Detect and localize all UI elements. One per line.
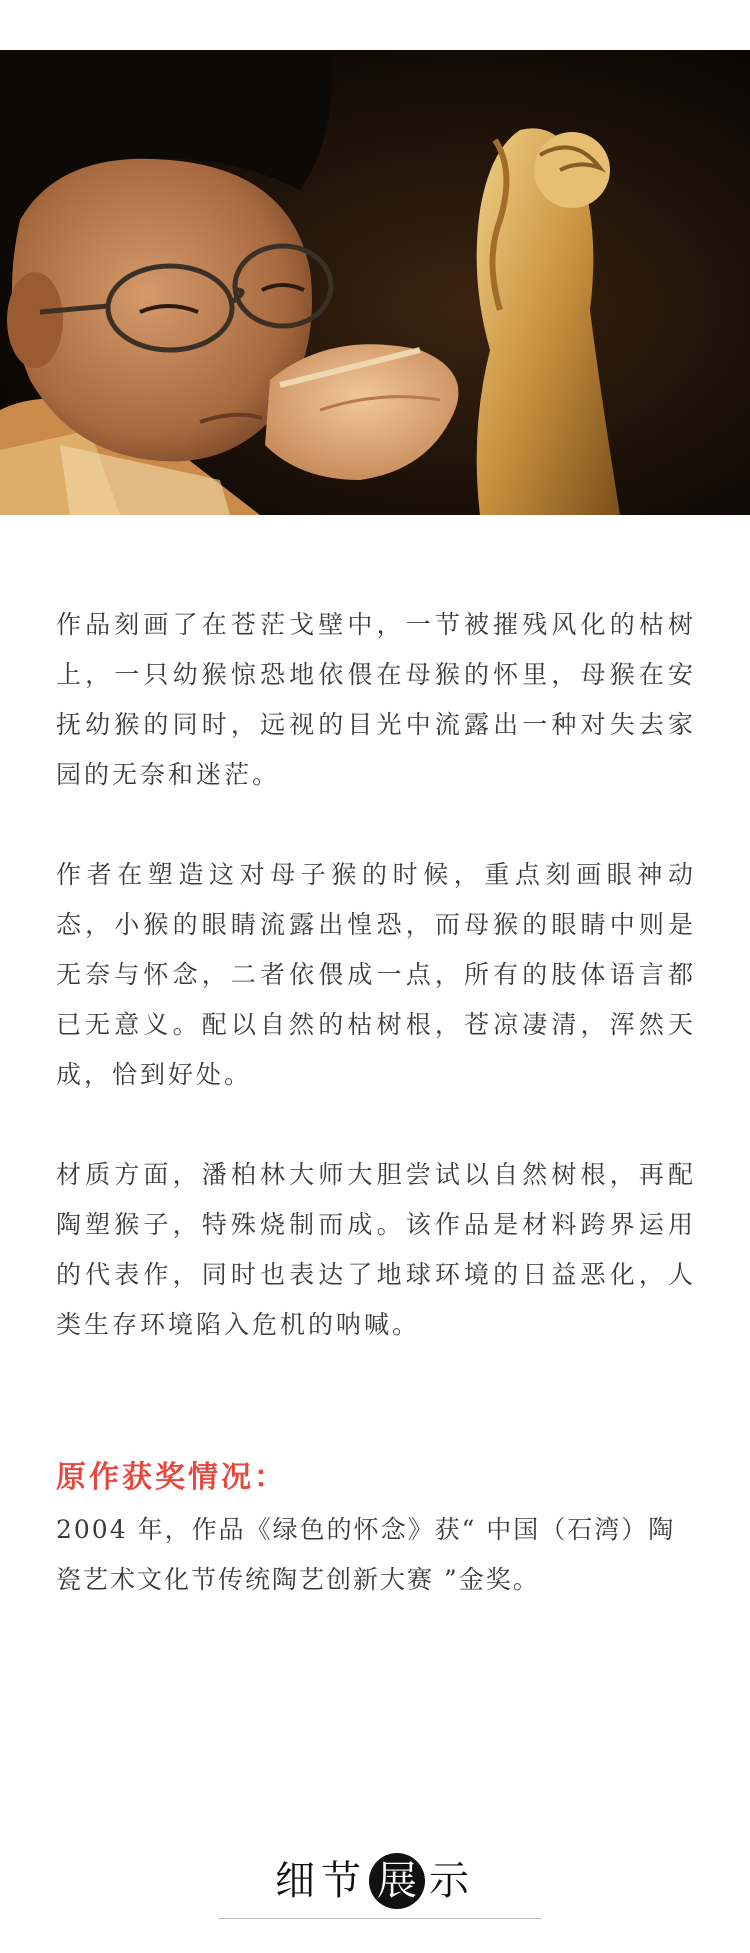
article-body (56, 600, 696, 1400)
hero-photo (0, 50, 750, 515)
award-title: 原作获奖情况： (56, 1460, 287, 1495)
detail-heading (0, 1848, 750, 1911)
detail-heading-char: 细 (275, 1858, 321, 1904)
detail-heading-circled-char: 展 (369, 1853, 425, 1909)
award-text: 2004 年，作品《绿色的怀念》获“ 中国（石湾）陶瓷艺术文化节传统陶艺创新大赛 ”金奖。 (56, 1515, 676, 1594)
paragraph-3: 材质方面，潘柏林大师大胆尝试以自然树根，再配陶塑猴子，特殊烧制而成。该作品是材料跨界运用的代表作，同时也表达了地球环境的日益恶化，人类生存环境陷入危机的呐喊。 (56, 1160, 696, 1339)
detail-heading-char: 示 (429, 1858, 475, 1904)
detail-divider (218, 1918, 542, 1919)
paragraph-2: 作者在塑造这对母子猴的时候，重点刻画眼神动态，小猴的眼睛流露出惶恐，而母猴的眼睛中则是无奈与怀念，二者依偎成一点，所有的肢体语言都已无意义。配以自然的枯树根，苍凉凄清，浑然天成，恰到好处。 (56, 860, 696, 1089)
detail-heading-char: 节 (321, 1858, 367, 1904)
paragraph-1: 作品刻画了在苍茫戈壁中，一节被摧残风化的枯树上，一只幼猴惊恐地依偎在母猴的怀里，母猴在安抚幼猴的同时，远视的目光中流露出一种对失去家园的无奈和迷茫。 (56, 610, 696, 789)
